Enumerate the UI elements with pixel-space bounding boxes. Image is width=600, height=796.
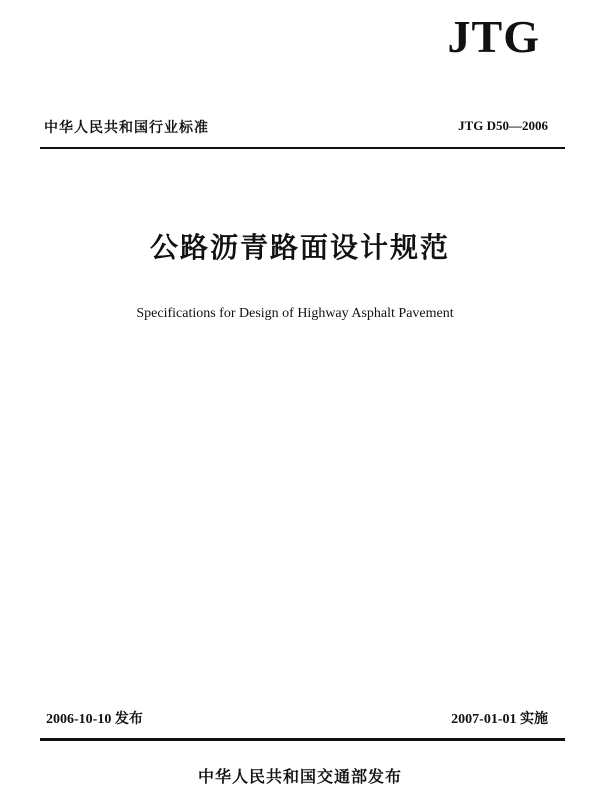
document-title-english: Specifications for Design of Highway Asphalt Pavement — [136, 306, 454, 321]
implementation-date-label: 实施 — [520, 711, 548, 727]
publisher: 中华人民共和国交通部发布 — [197, 767, 402, 786]
issue-date-value: 2006-10-10 — [46, 712, 112, 727]
issue-date-label: 发布 — [114, 711, 143, 727]
standard-category: 中华人民共和国行业标准 — [44, 120, 209, 136]
implementation-date — [451, 708, 548, 728]
implementation-date-value: 2007-01-01 — [451, 712, 517, 727]
document-title-chinese: 公路沥青路面设计规范 — [149, 231, 450, 264]
standard-code: JTG D50—2006 — [458, 118, 548, 133]
jtg-logo: JTG — [447, 11, 540, 62]
issue-date — [46, 708, 143, 728]
header-divider — [40, 147, 565, 149]
footer-divider — [40, 738, 565, 741]
